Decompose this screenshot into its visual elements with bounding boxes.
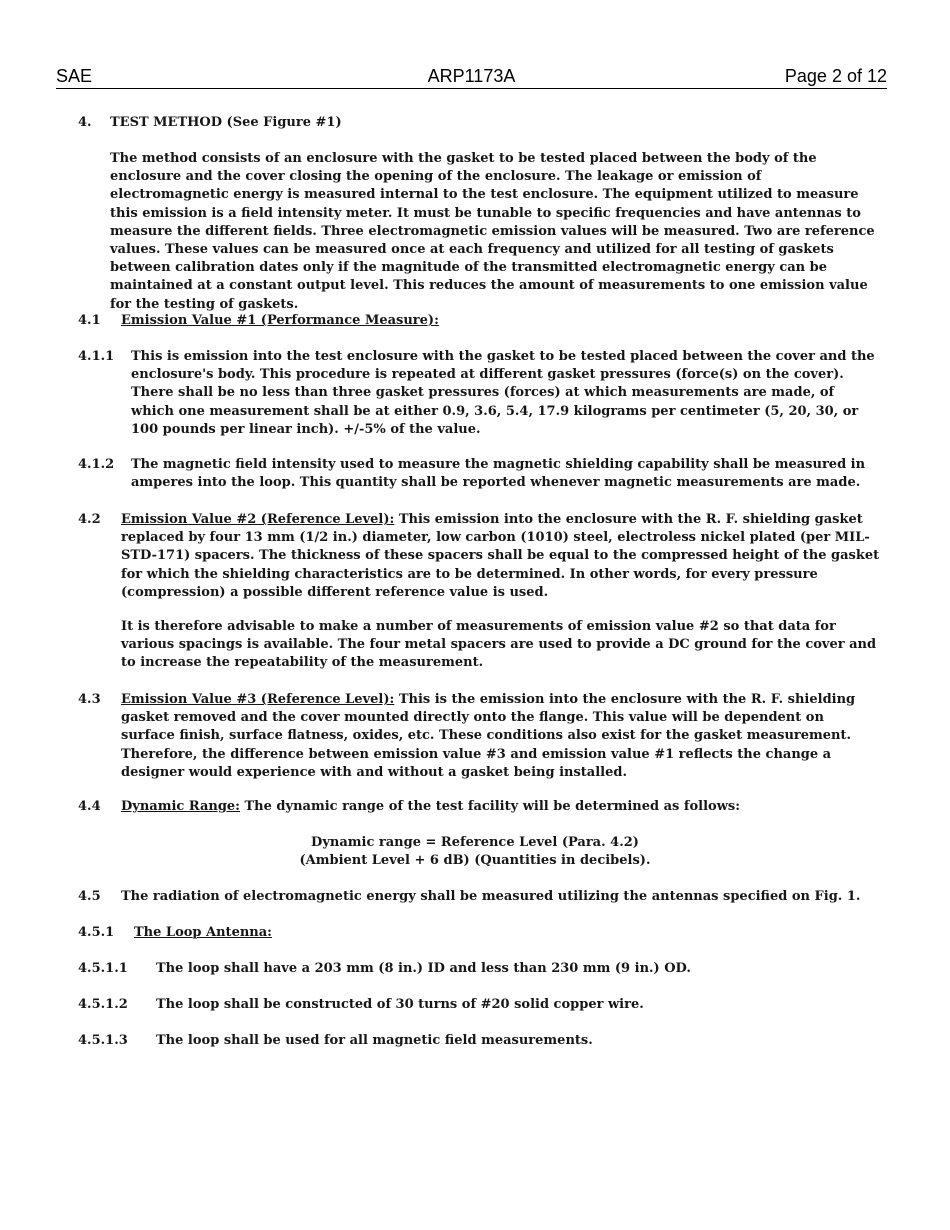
section-number: 4.5.1 — [78, 925, 115, 940]
section-text: The loop shall be used for all magnetic field measurements. — [156, 1033, 593, 1048]
section-4-4 — [78, 798, 880, 816]
section-4-paragraph: The method consists of an enclosure with the gasket to be tested placed between the body of the enclosure and the cover closing the opening of the enclosure. The leakage or emission of electromagnetic energy is measured internal to the test enclosure. The equipment utilized to measure this emission is a field intensity meter. It must be tunable to specific frequencies and have antennas to measure the different fields. Three electromagnetic emission values will be measured. Two are reference values. These values can be measured once at each frequency and utilized for all testing of gaskets between calibration dates only if the magnitude of the transmitted electromagnetic energy can be maintained at a constant output level. This reduces the amount of measurements to one emission value for the testing of gaskets. — [110, 151, 875, 312]
section-title: Emission Value #3 (Reference Level): — [121, 692, 395, 707]
section-title: Emission Value #1 (Performance Measure): — [121, 313, 439, 328]
section-number: 4.5.1.3 — [78, 1033, 128, 1048]
dynamic-range-formula — [0, 834, 950, 870]
section-4-2-paragraph-2: It is therefore advisable to make a number of measurements of emission value #2 so that data for various spacings is available. The four metal spacers are used to provide a DC ground for the cover and to increase the repeatability of the measurement. — [121, 619, 877, 671]
section-text: The radiation of electromagnetic energy shall be measured utilizing the antennas specified on Fig. 1. — [121, 889, 861, 904]
formula-line-1: Dynamic range = Reference Level (Para. 4.2) — [311, 835, 639, 850]
section-number: 4.1 — [78, 313, 101, 328]
section-number: 4.4 — [78, 799, 101, 814]
section-number: 4.2 — [78, 512, 101, 527]
section-number: 4.5.1.2 — [78, 997, 128, 1012]
formula-line-2: (Ambient Level + 6 dB) (Quantities in decibels). — [299, 853, 651, 869]
section-text: The loop shall be constructed of 30 turns of #20 solid copper wire. — [156, 997, 644, 1012]
section-text: The magnetic field intensity used to measure the magnetic shielding capability shall be measured in amperes into the loop. This quantity shall be reported whenever magnetic measurements are made. — [131, 457, 866, 491]
section-number: 4.1.2 — [78, 457, 115, 472]
section-text: This emission into the enclosure with the R. F. shielding gasket replaced by four 13 mm (1/2 in.) diameter, low carbon (1010) steel, electroless nickel plated (per MIL-STD-171) spacers. The thickness of these spacers shall be equal to the compressed height of the gasket for which the shielding characteristics are to be determined. In other words, for every pressure (compression) a possible different reference value is used. — [121, 512, 880, 600]
section-text: This is the emission into the enclosure with the R. F. shielding gasket removed and the cover mounted directly onto the flange. This value will be dependent on surface finish, surface flatness, oxides, etc. These conditions also exist for the gasket measurement. Therefore, the difference between emission value #3 and emission value #1 reflects the change a designer would experience with and without a gasket being installed. — [121, 692, 856, 780]
section-text: The dynamic range of the test facility will be determined as follows: — [239, 799, 741, 814]
section-4-5 — [78, 888, 880, 906]
section-title: The Loop Antenna: — [134, 925, 272, 940]
section-title: Emission Value #2 (Reference Level): — [121, 512, 395, 527]
header-org: SAE — [56, 66, 93, 86]
page-header — [56, 66, 887, 89]
section-title: Dynamic Range: — [121, 799, 240, 814]
section-text: The loop shall have a 203 mm (8 in.) ID and less than 230 mm (9 in.) OD. — [156, 961, 691, 976]
section-number: 4.1.1 — [78, 349, 115, 364]
section-text: This is emission into the test enclosure with the gasket to be tested placed between the cover and the enclosure's body. This procedure is repeated at different gasket pressures (force(s) on the cover). There shall be no less than three gasket pressures (forces) at which measurements are made, of which one measurement shall be at either 0.9, 3.6, 5.4, 17.9 kilograms per centimeter (5, 20, 30, or 100 pounds per linear inch). +/-5% of the value. — [131, 349, 875, 437]
header-doc-number: ARP1173A — [427, 66, 516, 86]
section-number: 4.5.1.1 — [78, 961, 128, 976]
section-4-2 — [78, 511, 880, 602]
section-number: 4. — [78, 115, 92, 130]
section-4-1-2 — [78, 456, 878, 492]
section-number: 4.3 — [78, 692, 101, 707]
section-number: 4.5 — [78, 889, 101, 904]
header-page-number: Page 2 of 12 — [784, 66, 887, 86]
section-title: TEST METHOD (See Figure #1) — [110, 115, 342, 130]
section-4-1-1 — [78, 348, 878, 439]
section-4-3 — [78, 691, 880, 782]
